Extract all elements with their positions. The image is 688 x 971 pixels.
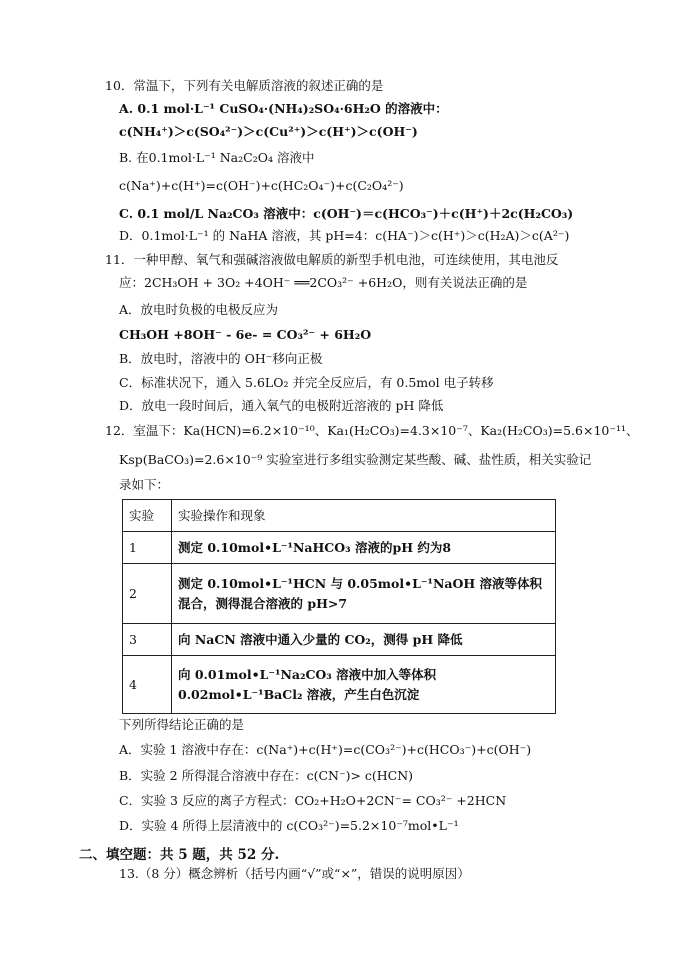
q12-option-b: B．实验 2 所得混合溶液中存在：c(CN⁻)> c(HCN) [119,768,414,783]
q12-option-d: D．实验 4 所得上层清液中的 c(CO₃²⁻)=5.2×10⁻⁷mol•L⁻¹ [119,818,459,833]
section-title: 二、填空题：共 5 题，共 52 分. [79,847,280,863]
table-row [123,564,556,624]
table-cell: 向 0.01mol•L⁻¹Na₂CO₃ 溶液中加入等体积 0.02mol•L⁻¹BaCl₂ 溶液，产生白色沉淀 [172,656,556,714]
q12-option-c: C．实验 3 反应的离子方程式：CO₂+H₂O+2CN⁻= CO₃²⁻ +2HCN [119,793,507,808]
table-cell: 4 [123,656,172,714]
table-row [123,656,556,714]
table-cell: 2 [123,564,172,624]
table-cell: 向 NaCN 溶液中通入少量的 CO₂，测得 pH 降低 [172,624,556,656]
q10-option-d: D．0.1mol·L⁻¹ 的 NaHA 溶液，其 pH=4：c(HA⁻)＞c(H⁺)＞c(H₂A)＞c(A²⁻) [119,228,570,243]
experiment-table [122,499,556,714]
q10-stem: 10．常温下，下列有关电解质溶液的叙述正确的是 [105,78,384,93]
q10-option-b-expression: c(Na⁺)+c(H⁺)=c(OH⁻)+c(HC₂O₄⁻)+c(C₂O₄²⁻) [119,178,404,193]
table-row [123,532,556,564]
q11-option-a-equation: CH₃OH +8OH⁻ - 6e- = CO₃²⁻ + 6H₂O [119,327,372,342]
q12-stem-line3: 录如下： [119,477,170,492]
table-header-row [123,500,556,532]
q11-option-b: B．放电时，溶液中的 OH⁻移向正极 [119,351,323,366]
q11-stem-line2: 应：2CH₃OH + 3O₂ +4OH⁻ ══2CO₃²⁻ +6H₂O，则有关说法正确的是 [119,275,528,290]
table-row [123,624,556,656]
table-header-cell: 实验 [123,500,172,532]
table-cell: 测定 0.10mol•L⁻¹NaHCO₃ 溶液的pH 约为8 [172,532,556,564]
q10-option-a: A. 0.1 mol·L⁻¹ CuSO₄·(NH₄)₂SO₄·6H₂O 的溶液中： [119,101,448,116]
table-header-cell: 实验操作和现象 [172,500,556,532]
q10-option-a-expression: c(NH₄⁺)＞c(SO₄²⁻)＞c(Cu²⁺)＞c(H⁺)＞c(OH⁻) [119,124,418,139]
q10-option-c: C. 0.1 mol/L Na₂CO₃ 溶液中：c(OH⁻)＝c(HCO₃⁻)＋c(H⁺)＋2c(H₂CO₃) [119,206,574,221]
q10-option-b: B. 在0.1mol·L⁻¹ Na₂C₂O₄ 溶液中 [119,150,315,165]
q11-option-a: A．放电时负极的电极反应为 [119,302,279,317]
q12-after-table: 下列所得结论正确的是 [119,717,245,732]
q11-option-d: D．放电一段时间后，通入氧气的电极附近溶液的 pH 降低 [119,398,444,413]
q12-stem-line2: Ksp(BaCO₃)=2.6×10⁻⁹ 实验室进行多组实验测定某些酸、碱、盐性质，相关实验记 [119,452,592,467]
q12-stem-line1: 12．室温下：Ka(HCN)=6.2×10⁻¹⁰、Ka₁(H₂CO₃)=4.3×10⁻⁷、Ka₂(H₂CO₃)=5.6×10⁻¹¹、 [105,423,639,438]
table-cell: 3 [123,624,172,656]
table-cell: 1 [123,532,172,564]
q13-stem: 13.（8 分）概念辨析（括号内画“√”或“×”，错误的说明原因） [119,866,470,881]
q11-stem-line1: 11．一种甲醇、氧气和强碱溶液做电解质的新型手机电池，可连续使用，其电池反 [105,252,559,267]
q11-option-c: C．标准状况下，通入 5.6LO₂ 并完全反应后，有 0.5mol 电子转移 [119,375,494,390]
table-cell: 测定 0.10mol•L⁻¹HCN 与 0.05mol•L⁻¹NaOH 溶液等体积混合，测得混合溶液的 pH>7 [172,564,556,624]
q12-option-a: A．实验 1 溶液中存在：c(Na⁺)+c(H⁺)=c(CO₃²⁻)+c(HCO₃⁻)+c(OH⁻) [119,742,532,757]
